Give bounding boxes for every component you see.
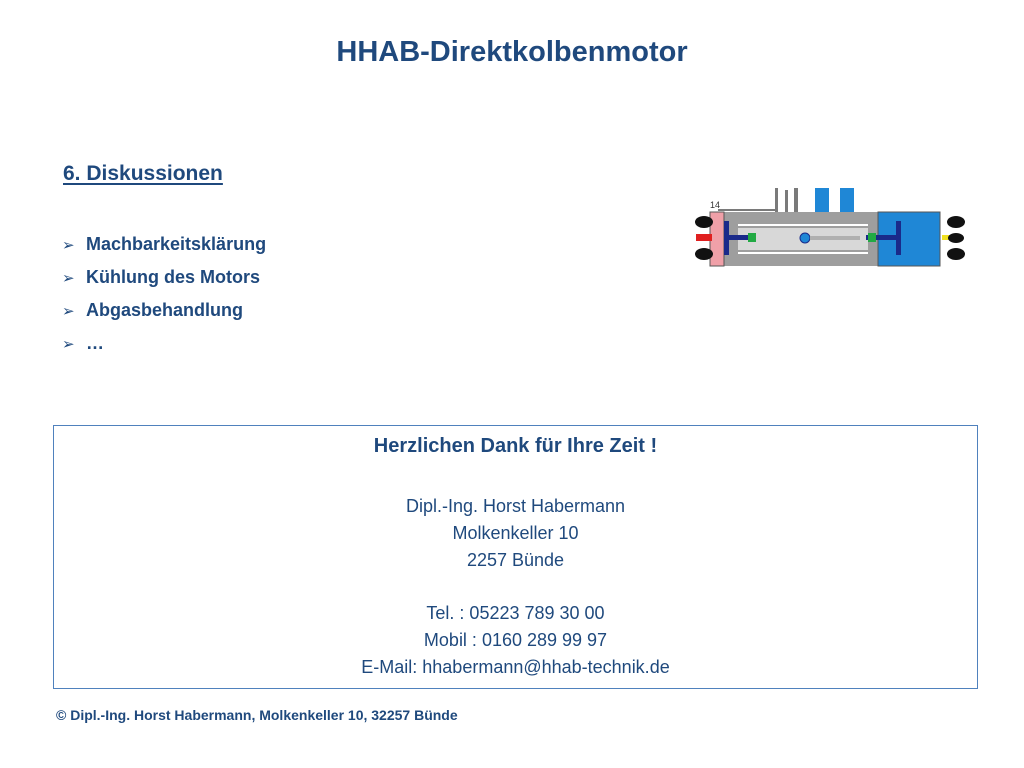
chamber-line-bottom — [738, 252, 868, 254]
contact-phone: Tel. : 05223 789 30 00 — [426, 603, 605, 623]
bullet-text: Kühlung des Motors — [86, 267, 260, 287]
section-heading: 6. Diskussionen — [63, 162, 223, 185]
contact-mobile: Mobil : 0160 289 99 97 — [423, 630, 608, 650]
left-bottom-wheel — [695, 248, 713, 260]
left-top-wheel — [695, 216, 713, 228]
engine-diagram — [690, 184, 970, 274]
bullet-text: Abgasbehandlung — [86, 300, 243, 320]
bullet-text: … — [86, 333, 104, 353]
contact-details — [54, 493, 977, 681]
right-top-wheel — [947, 216, 965, 228]
list-item — [62, 327, 266, 360]
right-bottom-wheel — [947, 248, 965, 260]
right-piston-head — [896, 221, 901, 255]
arrow-bullet-icon: ➢ — [62, 269, 75, 287]
top-rail — [718, 209, 778, 211]
list-item — [62, 228, 266, 261]
arrow-bullet-icon: ➢ — [62, 302, 75, 320]
bullet-list — [62, 228, 266, 360]
arrow-bullet-icon: ➢ — [62, 236, 75, 254]
contact-city: 2257 Bünde — [466, 550, 565, 570]
contact-email[interactable]: E-Mail: hhabermann@hhab-technik.de — [361, 657, 670, 677]
list-item — [62, 294, 266, 327]
right-middle-wheel — [948, 233, 964, 243]
bullet-text: Machbarkeitsklärung — [86, 234, 267, 254]
list-item — [62, 261, 266, 294]
left-piston-head — [724, 221, 729, 255]
slide-title: HHAB-Direktkolbenmotor — [336, 36, 688, 68]
thanks-heading: Herzlichen Dank für Ihre Zeit ! — [373, 435, 658, 457]
left-green-pin — [748, 233, 756, 242]
contact-name: Dipl.-Ing. Horst Habermann — [405, 496, 626, 516]
right-green-pin — [868, 233, 876, 242]
spacer — [54, 574, 977, 600]
contact-street: Molkenkeller 10 — [452, 523, 579, 543]
diagram-label: 14 — [710, 200, 721, 210]
contact-box — [53, 425, 978, 689]
left-red-pin — [696, 234, 712, 241]
piston-ball — [800, 233, 810, 243]
arrow-bullet-icon: ➢ — [62, 335, 75, 353]
footer-copyright: © Dipl.-Ing. Horst Habermann, Molkenkeller 10, 32257 Bünde — [56, 707, 458, 723]
center-rod — [810, 236, 860, 240]
chamber-line-top — [738, 224, 868, 226]
